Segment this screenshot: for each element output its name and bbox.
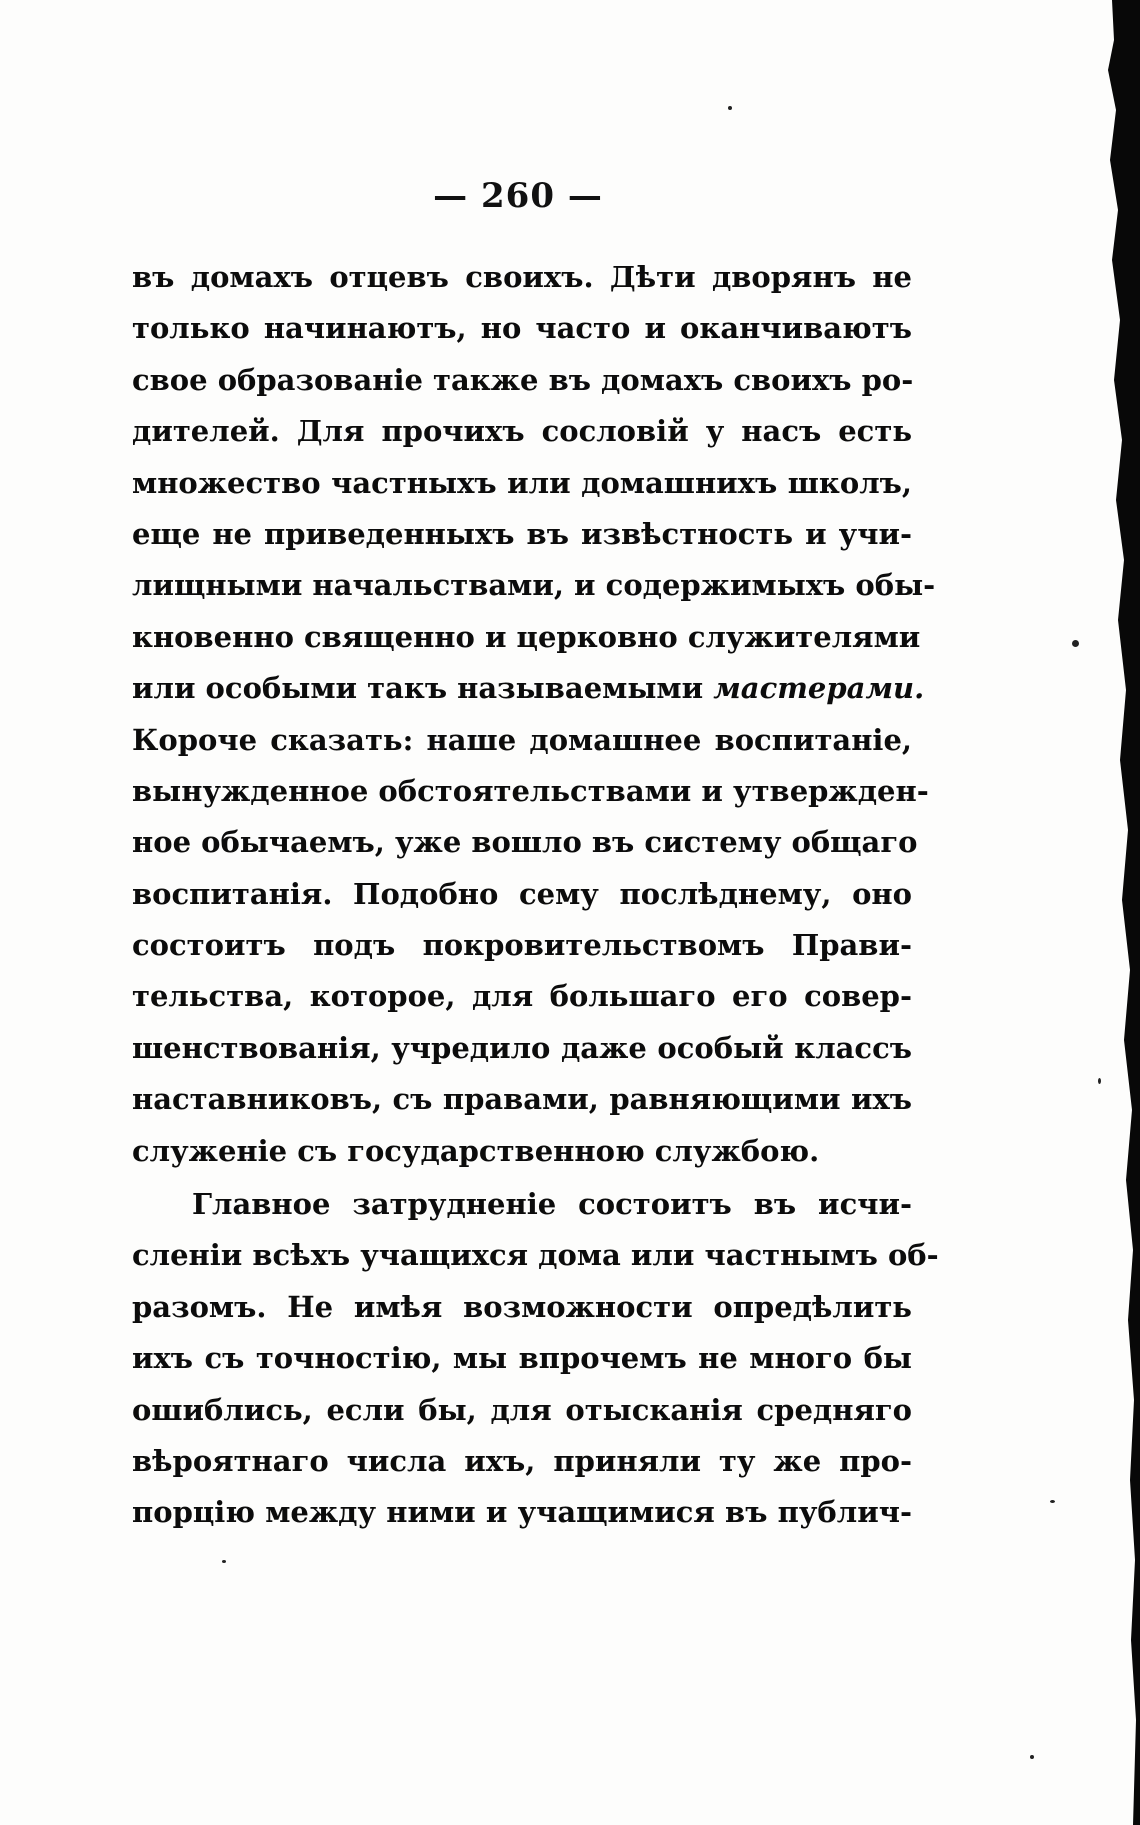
- scan-speck: [222, 1560, 226, 1563]
- text-line: служеніе съ государственною службою.: [132, 1133, 820, 1168]
- scan-speck: [728, 106, 732, 110]
- scan-speck: [1072, 640, 1079, 647]
- text-line: сленіи всѣхъ учащихся дома или частнымъ об-: [132, 1238, 939, 1273]
- text-line-start: или особыми такъ называемыми: [132, 671, 714, 706]
- scanned-page-edge: [1100, 0, 1140, 1825]
- text-line: Короче сказать: наше домашнее воспитаніе,: [132, 722, 912, 757]
- text-line: ошиблись, если бы, для отысканія средняго: [132, 1392, 912, 1427]
- text-line: кновенно священно и церковно служителями: [132, 619, 921, 654]
- text-line: еще не приведенныхъ въ извѣстность и учи-: [132, 516, 912, 551]
- text-line: лищными начальствами, и содержимыхъ обы-: [132, 568, 936, 603]
- text-line-with-italic: [132, 663, 925, 714]
- text-line: Главное затрудненіе состоитъ въ исчи-: [192, 1187, 912, 1222]
- scan-speck: [1050, 1500, 1055, 1503]
- text-line: ихъ съ точностію, мы впрочемъ не много бы: [132, 1341, 912, 1376]
- text-line: тельства, которое, для большаго его совер-: [132, 979, 912, 1014]
- text-line: наставниковъ, съ правами, равняющими ихъ: [132, 1082, 912, 1117]
- page-number: — 260 —: [433, 176, 603, 216]
- text-line: ное обычаемъ, уже вошло въ систему общаго: [132, 825, 918, 860]
- text-line: только начинаютъ, но часто и оканчиваютъ: [132, 311, 912, 346]
- text-line: разомъ. Не имѣя возможности опредѣлить: [132, 1289, 912, 1324]
- page-body-text: [132, 252, 939, 1539]
- text-line: шенствованія, учредило даже особый классъ: [132, 1030, 912, 1065]
- text-line: порцію между ними и учащимися въ публич-: [132, 1495, 912, 1530]
- text-line: множество частныхъ или домашнихъ школъ,: [132, 465, 912, 500]
- text-line: дителей. Для прочихъ сословій у насъ есть: [132, 414, 912, 449]
- italic-term: мастерами.: [713, 671, 925, 706]
- text-line: воспитанія. Подобно сему послѣднему, оно: [132, 876, 912, 911]
- text-line: свое образованіе также въ домахъ своихъ ро-: [132, 362, 914, 397]
- scan-speck: [1098, 1078, 1101, 1084]
- scan-speck: [1030, 1755, 1034, 1759]
- text-line: состоитъ подъ покровительствомъ Прави-: [132, 928, 912, 963]
- text-line: въ домахъ отцевъ своихъ. Дѣти дворянъ не: [132, 260, 912, 294]
- text-line: вѣроятнаго числа ихъ, приняли ту же про-: [132, 1443, 912, 1478]
- text-line: вынужденное обстоятельствами и утвержден-: [132, 773, 929, 808]
